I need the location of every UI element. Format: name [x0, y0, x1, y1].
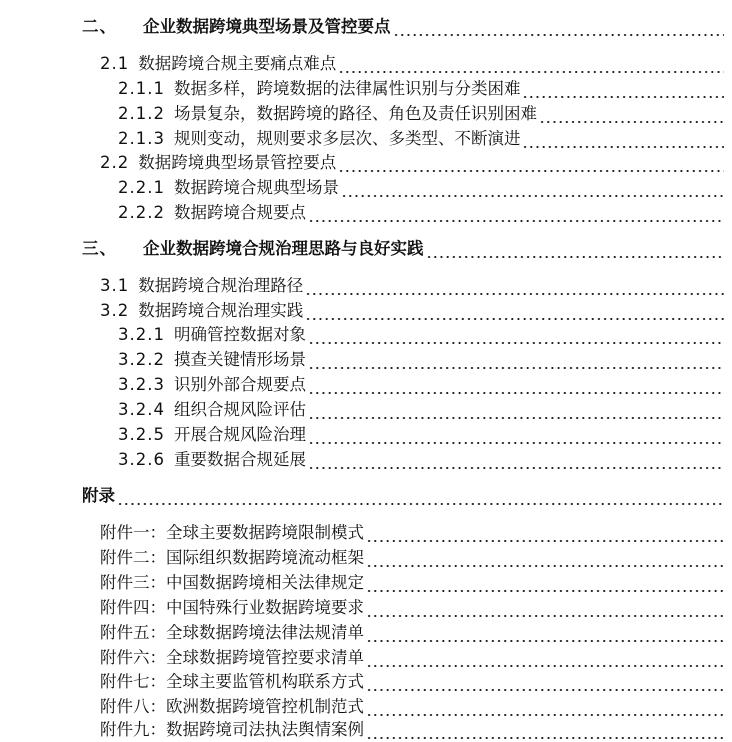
toc-entry-label: [82, 238, 424, 260]
toc-entry-title: 附件一：全球主要数据跨境限制模式: [100, 523, 364, 542]
toc-entry-title: 附件九：数据跨境司法执法舆情案例: [100, 720, 364, 739]
toc-leader-dots: [366, 647, 724, 669]
toc-entry[interactable]: [100, 298, 724, 322]
toc-entry[interactable]: [100, 595, 724, 619]
toc-entry-label: [118, 374, 306, 396]
toc-entry-title: 附录: [82, 486, 115, 505]
toc-entry-label: [82, 16, 391, 38]
toc-leader-dots: [366, 547, 724, 569]
toc-entry[interactable]: [82, 236, 724, 260]
toc-entry-title: 数据多样，跨境数据的法律属性识别与分类困难: [173, 79, 521, 98]
toc-leader-dots: [366, 622, 724, 644]
toc-entry[interactable]: [118, 175, 724, 199]
toc-entry-number: 2.2: [100, 153, 130, 172]
toc-entry-title: 组织合规风险评估: [173, 400, 306, 419]
toc-leader-dots: [366, 719, 724, 741]
toc-entry[interactable]: [118, 200, 724, 224]
toc-entry-label: [118, 103, 537, 125]
toc-entry-title: 附件八：欧洲数据跨境管控机制范式: [100, 697, 364, 716]
toc-entry-title: 附件六：全球数据跨境管控要求清单: [100, 648, 364, 667]
toc-entry-title: 企业数据跨境典型场景及管控要点: [143, 17, 391, 36]
toc-leader-dots: [366, 597, 724, 619]
toc-entry[interactable]: [118, 101, 724, 125]
toc-entry-label: [118, 349, 306, 371]
toc-entry[interactable]: [100, 694, 724, 718]
toc-entry-title: 附件三：中国数据跨境相关法律规定: [100, 573, 364, 592]
toc-entry-label: [100, 671, 364, 693]
toc-entry-label: [100, 696, 364, 718]
toc-entry-label: [100, 53, 336, 75]
toc-entry[interactable]: [100, 520, 724, 544]
toc-entry[interactable]: [100, 620, 724, 644]
toc-leader-dots: [308, 449, 724, 471]
toc-entry-title: 数据跨境合规治理路径: [138, 276, 304, 295]
toc-leader-dots: [308, 349, 724, 371]
toc-entry-label: [100, 572, 364, 594]
toc-entry-number: 3.2.4: [118, 400, 165, 419]
toc-entry[interactable]: [118, 126, 724, 150]
toc-leader-dots: [522, 128, 724, 150]
toc-entry[interactable]: [100, 669, 724, 693]
toc-entry[interactable]: [118, 397, 724, 421]
toc-entry[interactable]: [100, 51, 724, 75]
toc-entry-number: 2.1.2: [118, 104, 165, 123]
toc-entry-number: 2.1.1: [118, 79, 165, 98]
toc-leader-dots: [539, 103, 724, 125]
toc-entry-label: [100, 647, 364, 669]
toc-entry-label: [100, 597, 364, 619]
toc-leader-dots: [308, 399, 724, 421]
toc-entry-number: 三、: [82, 239, 117, 258]
toc-entry-title: 摸查关键情形场景: [173, 350, 306, 369]
toc-entry[interactable]: [118, 347, 724, 371]
toc-entry-number: 2.2.2: [118, 203, 165, 222]
toc-entry-number: 3.1: [100, 276, 130, 295]
toc-entry-number: 3.2.6: [118, 450, 165, 469]
toc-entry-title: 开展合规风险治理: [173, 425, 306, 444]
toc-entry[interactable]: [118, 372, 724, 396]
toc-entry[interactable]: [118, 422, 724, 446]
toc-leader-dots: [366, 522, 724, 544]
toc-entry-title: 数据跨境合规治理实践: [138, 301, 304, 320]
toc-entry-label: [118, 424, 306, 446]
toc-entry-number: 2.1.3: [118, 129, 165, 148]
toc-entry-label: [82, 485, 115, 507]
toc-entry-label: [100, 275, 303, 297]
toc-entry-label: [100, 152, 336, 174]
toc-entry-number: 3.2.1: [118, 325, 165, 344]
toc-entry-title: 数据跨境合规要点: [173, 203, 306, 222]
toc-leader-dots: [366, 696, 724, 718]
toc-entry-title: 明确管控数据对象: [173, 325, 306, 344]
toc-entry-label: [118, 202, 306, 224]
toc-entry-label: [100, 522, 364, 544]
toc-entry-title: 附件四：中国特殊行业数据跨境要求: [100, 598, 364, 617]
toc-entry-number: 3.2.3: [118, 375, 165, 394]
toc-entry-label: [100, 300, 303, 322]
toc-entry[interactable]: [100, 717, 724, 741]
toc-entry-title: 附件七：全球主要监管机构联系方式: [100, 672, 364, 691]
toc-entry-title: 识别外部合规要点: [173, 375, 306, 394]
toc-entry-label: [100, 622, 364, 644]
toc-leader-dots: [341, 177, 724, 199]
toc-entry-title: 重要数据合规延展: [173, 450, 306, 469]
toc-leader-dots: [305, 275, 724, 297]
toc-entry-label: [100, 547, 364, 569]
toc-entry-label: [118, 177, 339, 199]
toc-entry-title: 数据跨境合规典型场景: [173, 178, 339, 197]
toc-entry[interactable]: [100, 645, 724, 669]
toc-entry-title: 数据跨境典型场景管控要点: [138, 153, 337, 172]
toc-entry[interactable]: [100, 545, 724, 569]
toc-entry-number: 2.1: [100, 54, 130, 73]
toc-leader-dots: [338, 53, 724, 75]
toc-leader-dots: [338, 152, 724, 174]
toc-entry[interactable]: [100, 570, 724, 594]
toc-entry[interactable]: [100, 273, 724, 297]
toc-leader-dots: [522, 78, 724, 100]
toc-leader-dots: [305, 300, 724, 322]
toc-entry-number: 3.2: [100, 301, 130, 320]
toc-entry-title: 企业数据跨境合规治理思路与良好实践: [143, 239, 424, 258]
toc-leader-dots: [117, 485, 724, 507]
toc-leader-dots: [366, 671, 724, 693]
toc-leader-dots: [393, 16, 725, 38]
toc-leader-dots: [426, 238, 725, 260]
toc-entry[interactable]: [118, 322, 724, 346]
toc-entry-label: [118, 128, 520, 150]
toc-entry-number: 3.2.5: [118, 425, 165, 444]
toc-entry-label: [118, 324, 306, 346]
toc-entry-label: [118, 78, 520, 100]
toc-entry-label: [118, 449, 306, 471]
toc-entry-title: 附件二：国际组织数据跨境流动框架: [100, 548, 364, 567]
toc-entry-title: 场景复杂，数据跨境的路径、角色及责任识别困难: [173, 104, 537, 123]
toc-leader-dots: [308, 424, 724, 446]
toc-entry-number: 3.2.2: [118, 350, 165, 369]
toc-leader-dots: [308, 202, 724, 224]
toc-entry-number: 二、: [82, 17, 117, 36]
toc-entry[interactable]: [100, 150, 724, 174]
toc-entry-title: 规则变动，规则要求多层次、多类型、不断演进: [173, 129, 521, 148]
toc-entry-label: [100, 719, 364, 741]
toc-entry[interactable]: [118, 76, 724, 100]
toc-entry[interactable]: [118, 447, 724, 471]
toc-entry-title: 附件五：全球数据跨境法律法规清单: [100, 623, 364, 642]
toc-leader-dots: [308, 374, 724, 396]
toc-leader-dots: [366, 572, 724, 594]
toc-entry-label: [118, 399, 306, 421]
toc-leader-dots: [308, 324, 724, 346]
toc-entry[interactable]: [82, 14, 724, 38]
toc-entry-number: 2.2.1: [118, 178, 165, 197]
toc-entry-title: 数据跨境合规主要痛点难点: [138, 54, 337, 73]
toc-entry[interactable]: [82, 483, 724, 507]
